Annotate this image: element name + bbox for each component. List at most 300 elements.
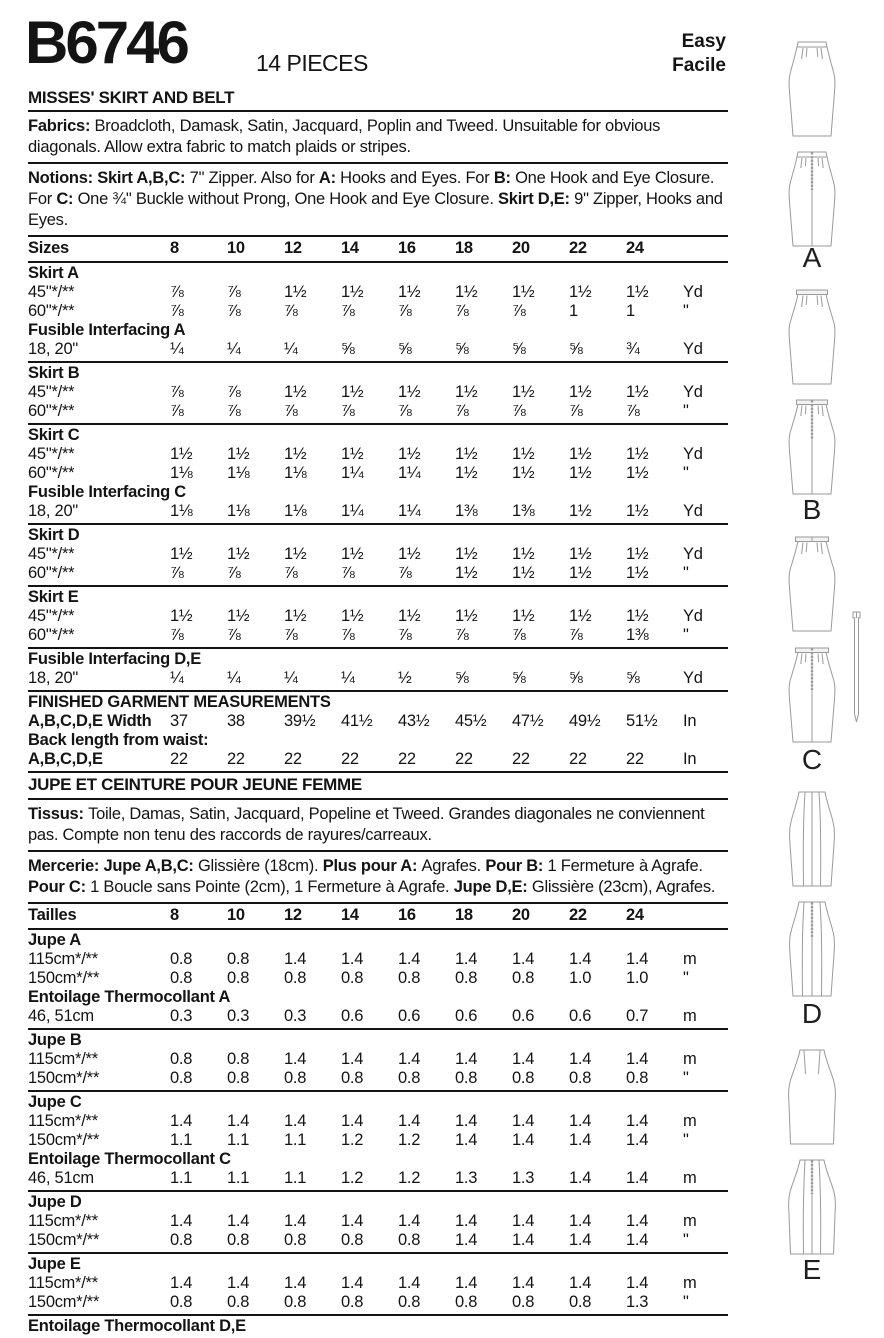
size-value-cell: 0.8 [341,1069,364,1087]
text-segment: Notions: Skirt A,B,C: [28,169,190,187]
size-value-cell: ⅝ [569,669,583,687]
size-value-cell: 1.4 [284,1274,307,1292]
size-value-cell: 1.4 [569,1274,592,1292]
table-row [28,626,728,645]
unit-cell [683,906,728,925]
unit-cell [683,239,728,258]
section-title: FINISHED GARMENT MEASUREMENTS [28,693,331,711]
size-value-cell: 1½ [398,607,421,625]
size-value-cell: ⅞ [227,283,241,301]
pieces-count: 14 PIECES [256,50,368,76]
text-segment: A: [318,169,341,187]
yardage-table-english [28,237,728,773]
size-value-cell: 1.4 [626,1274,649,1292]
unit-cell: Yd [683,669,703,687]
size-value-cell: 1½ [569,445,592,463]
table-header-row [28,904,728,930]
unit-cell: " [683,626,689,644]
size-value-cell: 1.4 [626,1169,649,1187]
size-value-cell: ⅞ [227,626,241,644]
size-value-cell: 1.3 [512,1169,535,1187]
size-value-cell: 1.4 [455,1274,478,1292]
size-value-cell: 1.2 [341,1169,364,1187]
size-value-cell: ⅞ [170,402,184,420]
size-value-cell: 1⅛ [170,502,193,520]
size-value-cell: 1½ [626,464,649,482]
size-value-cell: 1½ [569,564,592,582]
size-value-cell: 1 [626,302,635,320]
size-value-cell: 1.0 [569,969,592,987]
size-header-label: Sizes [28,239,69,257]
size-value-cell: 22 [512,750,530,768]
size-value-cell: ¼ [170,669,184,687]
table-row [28,1193,728,1212]
table-row [28,383,728,402]
size-value-cell: 0.6 [341,1007,364,1025]
table-row [28,1150,728,1169]
size-value-cell: 1.4 [569,1131,592,1149]
mercerie-paragraph [28,852,728,904]
size-value-cell: ¾ [626,340,640,358]
size-value-cell: 22 [626,750,644,768]
section-title: Fusible Interfacing C [28,483,186,501]
size-value-cell: 22 [398,750,416,768]
size-value-cell: 0.8 [284,1293,307,1311]
size-value-cell: 1½ [284,545,307,563]
section-title: Entoilage Thermocollant C [28,1150,231,1168]
size-value-cell: 1½ [284,445,307,463]
view-label-e: E [802,1254,822,1285]
size-value-cell: 1¼ [341,464,364,482]
text-segment: 9" Zipper, Hooks and Eyes. [28,190,723,229]
row-label: A,B,C,D,E [28,750,103,768]
section-title: Entoilage Thermocollant A [28,988,231,1006]
size-value-cell: 1½ [569,383,592,401]
size-value-cell: 1.4 [284,1050,307,1068]
unit-cell: Yd [683,283,703,301]
size-value-cell: 1.4 [626,1112,649,1130]
size-value-cell: 41½ [341,712,373,730]
unit-cell: Yd [683,607,703,625]
size-value-cell: 1½ [341,545,364,563]
size-value-cell: 1.4 [569,950,592,968]
unit-cell: " [683,402,689,420]
section-title: Jupe A [28,931,81,949]
section-title: Fusible Interfacing D,E [28,650,202,668]
unit-cell: " [683,464,689,482]
table-row [28,545,728,564]
size-value-cell: 1⅛ [170,464,193,482]
size-value-cell: 1.4 [227,1112,250,1130]
size-header-value: 12 [284,906,302,924]
size-value-cell: ⅞ [512,626,526,644]
size-value-cell: 1½ [626,383,649,401]
size-value-cell: 1½ [626,283,649,301]
row-label: 45"*/** [28,545,75,563]
table-row [28,445,728,464]
row-label: 45"*/** [28,607,75,625]
size-value-cell: 1½ [227,445,250,463]
size-value-cell: ⅝ [626,669,640,687]
size-value-cell: 1½ [512,283,535,301]
size-value-cell: 0.8 [341,1293,364,1311]
view-label-b: B [802,494,822,525]
size-value-cell: 0.7 [626,1007,649,1025]
section-title: Skirt E [28,588,79,606]
row-label: 18, 20" [28,669,78,687]
size-value-cell: ¼ [170,340,184,358]
size-value-cell: 1.4 [512,1212,535,1230]
size-value-cell: ¼ [284,340,298,358]
unit-cell: m [683,1007,697,1025]
french-title: JUPE ET CEINTURE POUR JEUNE FEMME [28,773,728,800]
size-value-cell: 1.4 [398,1050,421,1068]
text-segment: Agrafes. [421,857,486,875]
size-value-cell: 1.1 [227,1131,250,1149]
unit-cell: " [683,969,689,987]
unit-cell: In [683,750,697,768]
row-label: 150cm*/** [28,1069,100,1087]
size-value-cell: ⅞ [227,402,241,420]
size-value-cell: ⅝ [455,669,469,687]
unit-cell: m [683,1112,697,1130]
size-value-cell: 1½ [341,383,364,401]
text-segment: C: [56,190,78,208]
text-segment: 1 Boucle sans Pointe (2cm), 1 Fermeture à Agrafe. [90,878,454,896]
unit-cell: m [683,1050,697,1068]
row-label: 150cm*/** [28,1293,100,1311]
main-column [25,6,728,1338]
size-value-cell: 1½ [284,383,307,401]
size-value-cell: 1½ [398,445,421,463]
table-row [28,1169,728,1188]
table-row [28,969,728,988]
size-value-cell: 1½ [569,464,592,482]
size-value-cell: 1.4 [455,1112,478,1130]
size-value-cell: 0.8 [512,1293,535,1311]
size-value-cell: 1½ [284,283,307,301]
size-value-cell: 1⅜ [455,502,478,520]
size-value-cell: 1.4 [341,950,364,968]
size-value-cell: 1½ [455,283,478,301]
size-value-cell: 0.8 [512,969,535,987]
size-header-value: 14 [341,906,359,924]
size-value-cell: 0.8 [398,1293,421,1311]
size-value-cell: 0.8 [455,1069,478,1087]
size-value-cell: 0.8 [227,1293,250,1311]
unit-cell: " [683,1293,689,1311]
section-title: Jupe B [28,1031,82,1049]
table-row [28,1031,728,1050]
table-header-row [28,237,728,263]
size-value-cell: 1⅛ [284,464,307,482]
row-label: 115cm*/** [28,1212,98,1230]
size-value-cell: 1.4 [170,1212,193,1230]
size-header-label: Tailles [28,906,77,924]
size-value-cell: 0.8 [398,1231,421,1249]
section-title: Jupe E [28,1255,81,1273]
unit-cell: In [683,712,697,730]
table-row [28,426,728,445]
size-value-cell: ⅝ [569,340,583,358]
size-value-cell: 1.4 [626,950,649,968]
table-row [28,464,728,483]
table-row [28,988,728,1007]
size-value-cell: 1.4 [626,1212,649,1230]
size-value-cell: ⅞ [341,626,355,644]
size-value-cell: 0.8 [569,1069,592,1087]
size-value-cell: 1.4 [284,950,307,968]
unit-cell: " [683,1231,689,1249]
size-value-cell: 0.8 [227,969,250,987]
size-value-cell: 1.4 [227,1212,250,1230]
size-header-value: 18 [455,906,473,924]
table-row [28,1255,728,1274]
size-value-cell: 1½ [569,545,592,563]
size-value-cell: 1½ [455,445,478,463]
skirt-b-front-illustration [783,288,841,386]
size-value-cell: ⅞ [569,626,583,644]
size-value-cell: 1⅜ [512,502,535,520]
text-segment: 1 Fermeture à Agrafe. [547,857,703,875]
size-header-value: 10 [227,239,245,257]
skirt-c-front-illustration [783,535,841,633]
size-value-cell: 0.6 [398,1007,421,1025]
size-value-cell: 1.4 [569,1169,592,1187]
size-value-cell: 1.1 [284,1169,307,1187]
table-row [28,1050,728,1069]
size-value-cell: 0.8 [170,969,193,987]
size-value-cell: ⅞ [455,626,469,644]
size-value-cell: 0.8 [227,1050,250,1068]
size-value-cell: 1¼ [341,502,364,520]
size-value-cell: 0.8 [341,1231,364,1249]
table-row [28,483,728,502]
size-value-cell: 0.8 [227,950,250,968]
table-row [28,1317,728,1336]
row-label: 46, 51cm [28,1007,94,1025]
text-segment: B: [493,169,516,187]
row-label: 115cm*/** [28,1050,98,1068]
text-segment: Mercerie: Jupe A,B,C: [28,857,198,875]
difficulty-rating [672,30,726,78]
size-value-cell: 1½ [512,545,535,563]
size-value-cell: 0.6 [569,1007,592,1025]
size-header-value: 8 [170,239,179,257]
unit-cell: Yd [683,545,703,563]
unit-cell: m [683,1169,697,1187]
size-value-cell: 1½ [626,502,649,520]
size-value-cell: 1½ [455,383,478,401]
size-value-cell: 1.4 [398,1274,421,1292]
unit-cell: Yd [683,445,703,463]
size-value-cell: 39½ [284,712,316,730]
unit-cell: Yd [683,383,703,401]
table-row [28,1293,728,1312]
size-value-cell: 22 [227,750,245,768]
table-row [28,931,728,950]
size-value-cell: 1½ [455,545,478,563]
skirt-e-front-illustration [783,1048,841,1146]
size-value-cell: 1.4 [512,1231,535,1249]
size-value-cell: 1.3 [455,1169,478,1187]
size-value-cell: 1⅛ [284,502,307,520]
row-label: 150cm*/** [28,1131,100,1149]
difficulty-en: Easy [681,31,726,52]
size-value-cell: 1½ [398,283,421,301]
row-label: A,B,C,D,E Width [28,712,152,730]
table-section [28,587,728,649]
size-value-cell: 1½ [398,545,421,563]
size-value-cell: ⅝ [512,669,526,687]
text-segment: Plus pour A: [322,857,422,875]
size-value-cell: 0.8 [398,969,421,987]
size-value-cell: 1½ [512,564,535,582]
text-segment: Fabrics: [28,117,95,135]
size-value-cell: 1.4 [284,1212,307,1230]
unit-cell: " [683,1131,689,1149]
size-value-cell: ⅞ [284,402,298,420]
size-value-cell: ⅞ [227,564,241,582]
unit-cell: Yd [683,340,703,358]
size-value-cell: 0.8 [170,1231,193,1249]
text-segment: One ¾" Buckle without Prong, One Hook and Eye Closure. [77,190,499,208]
table-section [28,1192,728,1254]
section-title: Back length from waist: [28,731,209,749]
table-row [28,402,728,421]
size-value-cell: 0.8 [569,1293,592,1311]
fabrics-paragraph [28,112,728,164]
size-value-cell: 1½ [341,283,364,301]
size-value-cell: 1.4 [284,1112,307,1130]
size-value-cell: 1½ [512,607,535,625]
text-segment: Broadcloth, Damask, Satin, Jacquard, Poplin and Tweed. Unsuitable for obvious diagonals. Allow extra fabric to match plaids or stripes. [28,117,661,156]
size-value-cell: 0.3 [227,1007,250,1025]
table-row [28,1093,728,1112]
row-label: 45"*/** [28,283,75,301]
size-header-value: 22 [569,239,587,257]
size-value-cell: 1.2 [398,1131,421,1149]
size-value-cell: ⅞ [626,402,640,420]
size-value-cell: 1½ [512,464,535,482]
table-section [28,649,728,692]
size-header-value: 16 [398,239,416,257]
size-value-cell: 1 [569,302,578,320]
size-value-cell: 1½ [512,445,535,463]
size-value-cell: 1⅛ [227,464,250,482]
skirt-e-back-illustration [783,1158,841,1256]
size-value-cell: 1½ [569,607,592,625]
yardage-table-french [28,904,728,1338]
size-value-cell: 47½ [512,712,544,730]
size-value-cell: ¼ [227,669,241,687]
size-value-cell: 1.4 [170,1112,193,1130]
size-value-cell: 0.8 [455,969,478,987]
size-value-cell: 1.1 [170,1169,193,1187]
section-title: Skirt D [28,526,80,544]
size-value-cell: 1½ [626,607,649,625]
table-row [28,950,728,969]
row-label: 60"*/** [28,302,75,320]
table-row [28,321,728,340]
size-value-cell: 1½ [284,607,307,625]
size-value-cell: 1½ [569,283,592,301]
size-value-cell: 1.4 [512,1050,535,1068]
size-header-value: 18 [455,239,473,257]
size-value-cell: 0.8 [455,1293,478,1311]
size-value-cell: 0.6 [455,1007,478,1025]
section-title: Skirt B [28,364,80,382]
section-title: Fusible Interfacing A [28,321,186,339]
table-row [28,564,728,583]
size-value-cell: 1½ [170,607,193,625]
row-label: 45"*/** [28,445,75,463]
unit-cell: m [683,1274,697,1292]
size-value-cell: 37 [170,712,188,730]
size-value-cell: 1⅛ [227,502,250,520]
table-section [28,692,728,773]
row-label: 60"*/** [28,464,75,482]
size-value-cell: 22 [455,750,473,768]
size-value-cell: 1½ [398,383,421,401]
size-value-cell: 22 [569,750,587,768]
table-row [28,302,728,321]
difficulty-fr: Facile [672,55,726,76]
size-value-cell: 0.8 [227,1069,250,1087]
unit-cell: " [683,564,689,582]
size-value-cell: ⅞ [398,626,412,644]
skirt-b-back-illustration [783,398,841,496]
section-title: Entoilage Thermocollant D,E [28,1317,246,1335]
table-section [28,263,728,363]
table-section [28,930,728,1030]
section-title: Skirt C [28,426,80,444]
size-value-cell: 1½ [341,607,364,625]
tissus-paragraph [28,800,728,852]
size-value-cell: ⅞ [455,302,469,320]
size-value-cell: 1.4 [341,1274,364,1292]
table-row [28,693,728,712]
skirt-d-front-illustration [783,790,841,888]
size-value-cell: 51½ [626,712,658,730]
size-value-cell: 1.1 [227,1169,250,1187]
size-value-cell: 1.4 [455,950,478,968]
table-row [28,1131,728,1150]
row-label: 18, 20" [28,502,78,520]
table-section [28,1254,728,1316]
size-value-cell: ⅝ [455,340,469,358]
size-value-cell: 1.4 [398,1112,421,1130]
size-value-cell: 0.8 [170,1069,193,1087]
unit-cell: " [683,302,689,320]
table-row [28,750,728,769]
table-row [28,650,728,669]
size-value-cell: ⅞ [512,302,526,320]
size-value-cell: 38 [227,712,245,730]
text-segment: Hooks and Eyes. For [340,169,494,187]
size-value-cell: ⅞ [455,402,469,420]
size-value-cell: ⅝ [512,340,526,358]
size-value-cell: 1.4 [569,1231,592,1249]
size-value-cell: 1.4 [512,1112,535,1130]
size-value-cell: 1.4 [170,1274,193,1292]
notions-paragraph [28,164,728,237]
table-row [28,1007,728,1026]
view-label-a: A [802,242,822,273]
text-segment: Pour C: [28,878,91,896]
size-value-cell: 1¼ [398,464,421,482]
size-value-cell: 1½ [170,545,193,563]
